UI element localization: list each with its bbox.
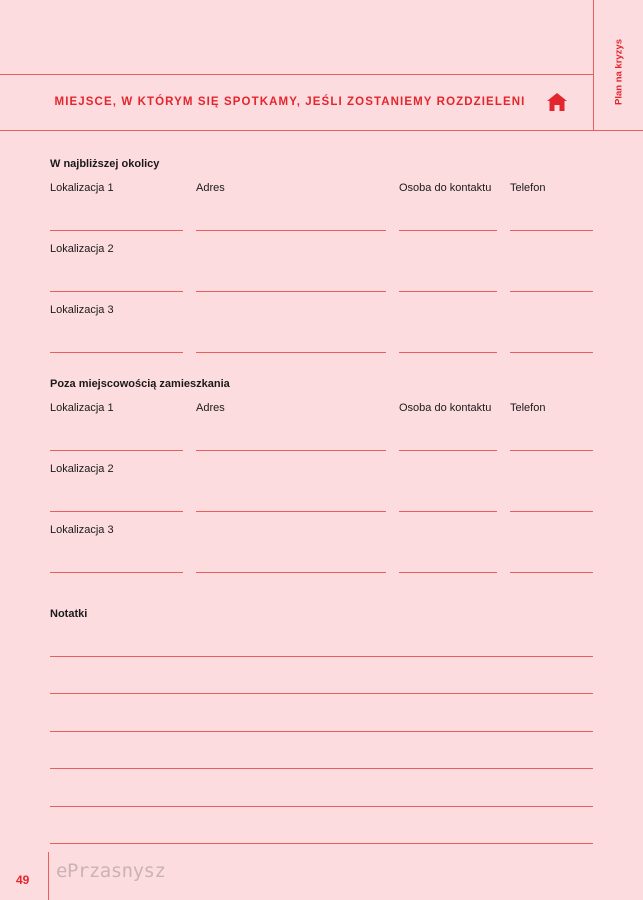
input-line[interactable] <box>399 572 497 573</box>
row-label: Lokalizacja 2 <box>50 463 114 475</box>
column-header-phone: Telefon <box>510 182 546 194</box>
input-line[interactable] <box>510 352 593 353</box>
input-line[interactable] <box>510 511 593 512</box>
section-title-outside: Poza miejscowością zamieszkania <box>50 378 230 390</box>
input-line[interactable] <box>196 511 386 512</box>
notes-title: Notatki <box>50 608 88 620</box>
input-line[interactable] <box>399 291 497 292</box>
notes-line[interactable] <box>50 806 593 807</box>
home-icon <box>546 92 568 112</box>
header-top-rule <box>0 74 594 75</box>
input-line[interactable] <box>196 230 386 231</box>
column-header-contact: Osoba do kontaktu <box>399 182 492 194</box>
row-label: Lokalizacja 1 <box>50 402 114 414</box>
input-line[interactable] <box>399 511 497 512</box>
input-line[interactable] <box>510 572 593 573</box>
input-line[interactable] <box>510 230 593 231</box>
column-header-contact: Osoba do kontaktu <box>399 402 492 414</box>
header-bottom-rule <box>0 130 643 131</box>
input-line[interactable] <box>50 291 183 292</box>
input-line[interactable] <box>399 230 497 231</box>
page-number: 49 <box>16 873 30 887</box>
notes-line[interactable] <box>50 693 593 694</box>
input-line[interactable] <box>50 230 183 231</box>
row-label: Lokalizacja 1 <box>50 182 114 194</box>
notes-line[interactable] <box>50 731 593 732</box>
footer-divider <box>48 852 49 900</box>
input-line[interactable] <box>399 450 497 451</box>
input-line[interactable] <box>50 352 183 353</box>
input-line[interactable] <box>196 450 386 451</box>
input-line[interactable] <box>510 450 593 451</box>
row-label: Lokalizacja 3 <box>50 524 114 536</box>
input-line[interactable] <box>196 572 386 573</box>
column-header-address: Adres <box>196 402 225 414</box>
page-title: MIEJSCE, W KTÓRYM SIĘ SPOTKAMY, JEŚLI ZOSTANIEMY ROZDZIELENI <box>54 96 526 108</box>
input-line[interactable] <box>196 291 386 292</box>
section-title-nearby: W najbliższej okolicy <box>50 158 160 170</box>
input-line[interactable] <box>50 450 183 451</box>
column-header-phone: Telefon <box>510 402 546 414</box>
input-line[interactable] <box>510 291 593 292</box>
notes-line[interactable] <box>50 843 593 844</box>
column-header-address: Adres <box>196 182 225 194</box>
notes-line[interactable] <box>50 768 593 769</box>
notes-line[interactable] <box>50 656 593 657</box>
watermark: ePrzasnysz <box>56 860 166 882</box>
input-line[interactable] <box>50 572 183 573</box>
input-line[interactable] <box>196 352 386 353</box>
row-label: Lokalizacja 3 <box>50 304 114 316</box>
input-line[interactable] <box>399 352 497 353</box>
side-tab-label: Plan na kryzys <box>613 38 625 106</box>
row-label: Lokalizacja 2 <box>50 243 114 255</box>
input-line[interactable] <box>50 511 183 512</box>
